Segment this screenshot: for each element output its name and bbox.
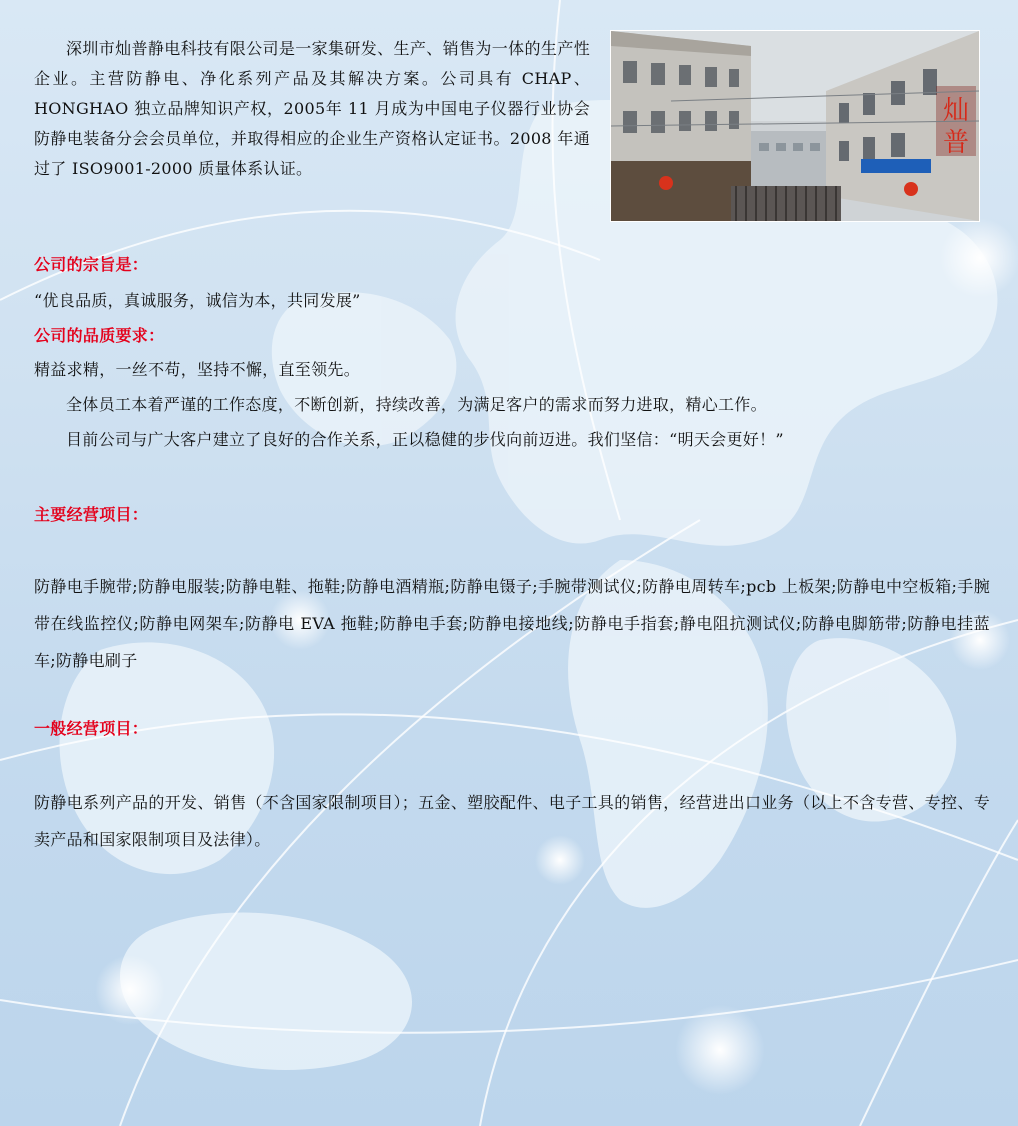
sign-char-1: 灿 [942, 96, 970, 126]
general-business-text: 防静电系列产品的开发、销售（不含国家限制项目）；五金、塑胶配件、电子工具的销售，经营进出口业务（以上不含专营、专控、专卖产品和国家限制项目及法律）。 [34, 793, 990, 849]
purpose-heading: 公司的宗旨是： [34, 255, 149, 274]
main-business-heading: 主要经营项目： [34, 505, 149, 524]
general-business-heading: 一般经营项目： [34, 719, 149, 738]
company-building-photo [610, 30, 980, 222]
company-intro-paragraph: 深圳市灿普静电科技有限公司是一家集研发、生产、销售为一体的生产性企业。主营防静电、净化系列产品及其解决方案。公司具有 CHAP、HONGHAO 独立品牌知识产权，2005年 11 月成为中国电子仪器行业协会防静电装备分会会员单位，并取得相应的企业生产资格认定证书。2008 年通过了 ISO9001-2000 质量体系认证。 [34, 39, 590, 178]
quality-text: 精益求精，一丝不苟，坚持不懈，直至领先。 [34, 360, 361, 379]
sign-char-2: 普 [942, 128, 970, 158]
purpose-text: “优良品质，真诚服务，诚信为本，共同发展” [34, 291, 361, 310]
future-paragraph: 目前公司与广大客户建立了良好的合作关系，正以稳健的步伐向前迈进。我们坚信：“明天会更好！” [66, 430, 784, 449]
quality-heading: 公司的品质要求： [34, 326, 165, 345]
staff-paragraph: 全体员工本着严谨的工作态度，不断创新，持续改善，为满足客户的需求而努力进取，精心工作。 [66, 395, 767, 414]
main-business-text: 防静电手腕带;防静电服装;防静电鞋、拖鞋;防静电酒精瓶;防静电镊子;手腕带测试仪;防静电周转车;pcb 上板架;防静电中空板箱;手腕带在线监控仪;防静电网架车;防静电 EVA 拖鞋;防静电手套;防静电接地线;防静电手指套;静电阻抗测试仪;防静电脚筋带;防静电挂蓝车;防静电刷子 [34, 577, 990, 670]
